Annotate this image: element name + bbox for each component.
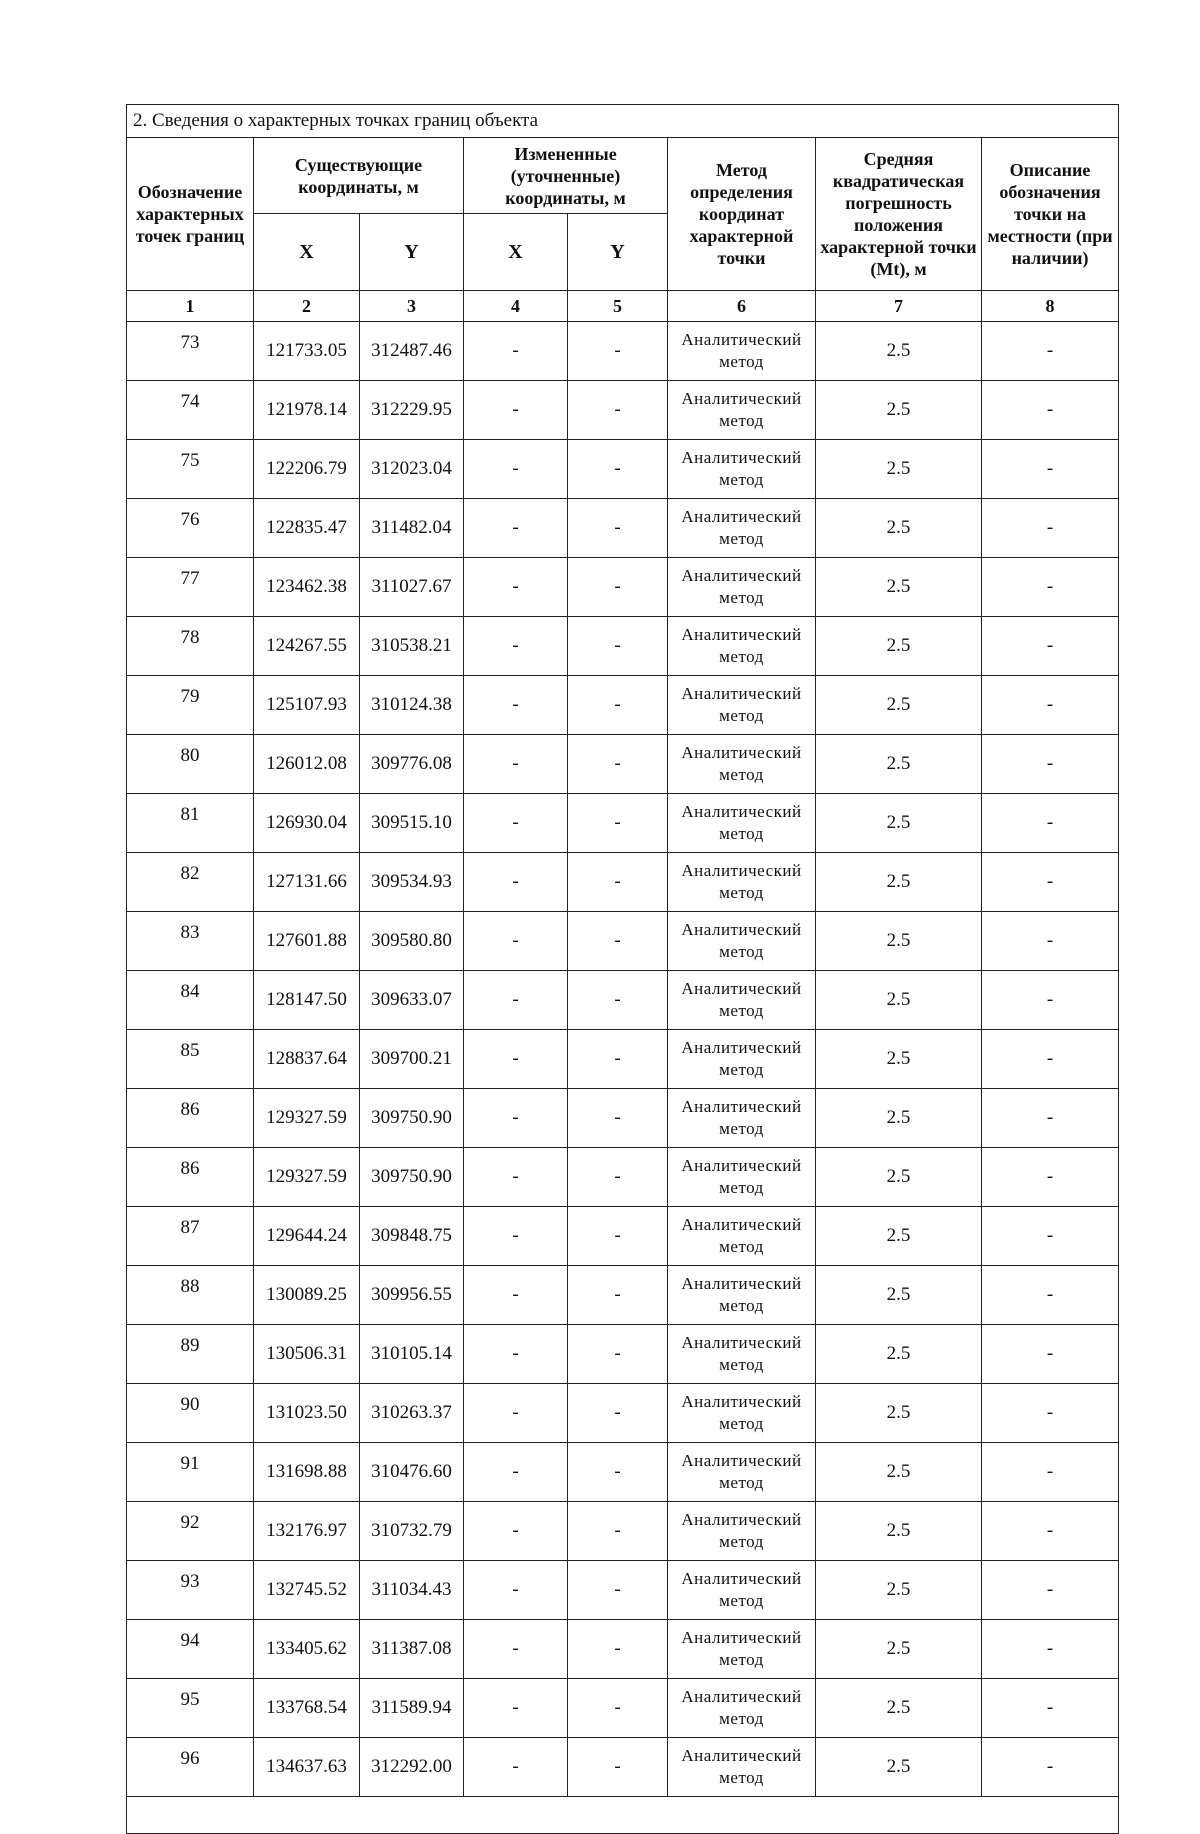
existing-y-cell: 310732.79 xyxy=(360,1502,464,1561)
mean-error-cell: 2.5 xyxy=(816,381,982,440)
method-cell: Аналитический метод xyxy=(668,1502,816,1561)
changed-y-cell: - xyxy=(568,676,668,735)
existing-x-cell: 131023.50 xyxy=(254,1384,360,1443)
changed-x-cell: - xyxy=(464,1679,568,1738)
mean-error-cell: 2.5 xyxy=(816,558,982,617)
changed-x-cell: - xyxy=(464,1620,568,1679)
existing-y-cell: 312292.00 xyxy=(360,1738,464,1797)
table-row xyxy=(127,1325,1119,1384)
table-row xyxy=(127,1679,1119,1738)
existing-y-cell: 312487.46 xyxy=(360,322,464,381)
existing-y-cell: 309700.21 xyxy=(360,1030,464,1089)
method-cell: Аналитический метод xyxy=(668,794,816,853)
existing-x-cell: 130089.25 xyxy=(254,1266,360,1325)
description-cell: - xyxy=(982,676,1119,735)
header-existing-y: Y xyxy=(360,214,464,291)
method-cell: Аналитический метод xyxy=(668,676,816,735)
changed-y-cell: - xyxy=(568,1620,668,1679)
existing-x-cell: 122835.47 xyxy=(254,499,360,558)
existing-x-cell: 121978.14 xyxy=(254,381,360,440)
changed-x-cell: - xyxy=(464,1738,568,1797)
description-cell: - xyxy=(982,1266,1119,1325)
description-cell: - xyxy=(982,322,1119,381)
mean-error-cell: 2.5 xyxy=(816,971,982,1030)
boundary-points-table xyxy=(126,104,1119,1834)
method-cell: Аналитический метод xyxy=(668,1443,816,1502)
existing-x-cell: 122206.79 xyxy=(254,440,360,499)
mean-error-cell: 2.5 xyxy=(816,1266,982,1325)
description-cell: - xyxy=(982,1207,1119,1266)
existing-y-cell: 311034.43 xyxy=(360,1561,464,1620)
table-row xyxy=(127,1561,1119,1620)
changed-y-cell: - xyxy=(568,1207,668,1266)
method-cell: Аналитический метод xyxy=(668,1384,816,1443)
column-number-row xyxy=(127,291,1119,322)
existing-y-cell: 309776.08 xyxy=(360,735,464,794)
table-row xyxy=(127,1089,1119,1148)
changed-y-cell: - xyxy=(568,1266,668,1325)
point-number-cell: 80 xyxy=(127,735,254,794)
mean-error-cell: 2.5 xyxy=(816,1148,982,1207)
table-row xyxy=(127,558,1119,617)
table-row xyxy=(127,1148,1119,1207)
section-title: 2. Сведения о характерных точках границ объекта xyxy=(127,105,1119,138)
description-cell: - xyxy=(982,558,1119,617)
mean-error-cell: 2.5 xyxy=(816,617,982,676)
changed-x-cell: - xyxy=(464,1443,568,1502)
changed-x-cell: - xyxy=(464,853,568,912)
existing-x-cell: 131698.88 xyxy=(254,1443,360,1502)
changed-x-cell: - xyxy=(464,1502,568,1561)
changed-y-cell: - xyxy=(568,1325,668,1384)
mean-error-cell: 2.5 xyxy=(816,1738,982,1797)
description-cell: - xyxy=(982,971,1119,1030)
method-cell: Аналитический метод xyxy=(668,1679,816,1738)
existing-x-cell: 123462.38 xyxy=(254,558,360,617)
table-row xyxy=(127,1207,1119,1266)
mean-error-cell: 2.5 xyxy=(816,853,982,912)
existing-y-cell: 310476.60 xyxy=(360,1443,464,1502)
method-cell: Аналитический метод xyxy=(668,440,816,499)
changed-y-cell: - xyxy=(568,381,668,440)
description-cell: - xyxy=(982,853,1119,912)
point-number-cell: 95 xyxy=(127,1679,254,1738)
existing-x-cell: 130506.31 xyxy=(254,1325,360,1384)
method-cell: Аналитический метод xyxy=(668,853,816,912)
changed-y-cell: - xyxy=(568,440,668,499)
table-row xyxy=(127,1266,1119,1325)
point-number-cell: 86 xyxy=(127,1089,254,1148)
changed-y-cell: - xyxy=(568,1502,668,1561)
changed-y-cell: - xyxy=(568,1148,668,1207)
method-cell: Аналитический метод xyxy=(668,1207,816,1266)
changed-x-cell: - xyxy=(464,499,568,558)
existing-y-cell: 309633.07 xyxy=(360,971,464,1030)
mean-error-cell: 2.5 xyxy=(816,676,982,735)
method-cell: Аналитический метод xyxy=(668,1148,816,1207)
existing-x-cell: 129644.24 xyxy=(254,1207,360,1266)
changed-x-cell: - xyxy=(464,1030,568,1089)
point-number-cell: 86 xyxy=(127,1148,254,1207)
changed-x-cell: - xyxy=(464,1325,568,1384)
existing-x-cell: 129327.59 xyxy=(254,1089,360,1148)
point-number-cell: 90 xyxy=(127,1384,254,1443)
point-number-cell: 89 xyxy=(127,1325,254,1384)
changed-x-cell: - xyxy=(464,440,568,499)
boundary-points-sheet xyxy=(126,104,1118,1834)
method-cell: Аналитический метод xyxy=(668,499,816,558)
point-number-cell: 84 xyxy=(127,971,254,1030)
column-number: 2 xyxy=(254,291,360,322)
header-existing-x: X xyxy=(254,214,360,291)
existing-y-cell: 310263.37 xyxy=(360,1384,464,1443)
existing-y-cell: 310124.38 xyxy=(360,676,464,735)
existing-y-cell: 311027.67 xyxy=(360,558,464,617)
point-number-cell: 77 xyxy=(127,558,254,617)
method-cell: Аналитический метод xyxy=(668,1738,816,1797)
changed-y-cell: - xyxy=(568,1030,668,1089)
method-cell: Аналитический метод xyxy=(668,1089,816,1148)
existing-y-cell: 310538.21 xyxy=(360,617,464,676)
existing-x-cell: 126930.04 xyxy=(254,794,360,853)
method-cell: Аналитический метод xyxy=(668,322,816,381)
existing-x-cell: 134637.63 xyxy=(254,1738,360,1797)
description-cell: - xyxy=(982,1030,1119,1089)
column-number: 6 xyxy=(668,291,816,322)
existing-y-cell: 309750.90 xyxy=(360,1089,464,1148)
changed-y-cell: - xyxy=(568,912,668,971)
existing-y-cell: 311589.94 xyxy=(360,1679,464,1738)
method-cell: Аналитический метод xyxy=(668,912,816,971)
existing-x-cell: 129327.59 xyxy=(254,1148,360,1207)
table-row xyxy=(127,440,1119,499)
point-number-cell: 93 xyxy=(127,1561,254,1620)
description-cell: - xyxy=(982,499,1119,558)
changed-x-cell: - xyxy=(464,558,568,617)
changed-x-cell: - xyxy=(464,676,568,735)
description-cell: - xyxy=(982,1679,1119,1738)
header-designation: Обозначение характерных точек границ xyxy=(127,138,254,291)
point-number-cell: 85 xyxy=(127,1030,254,1089)
header-method: Метод определения координат характерной точки xyxy=(668,138,816,291)
mean-error-cell: 2.5 xyxy=(816,1502,982,1561)
description-cell: - xyxy=(982,381,1119,440)
method-cell: Аналитический метод xyxy=(668,558,816,617)
mean-error-cell: 2.5 xyxy=(816,499,982,558)
mean-error-cell: 2.5 xyxy=(816,322,982,381)
description-cell: - xyxy=(982,1620,1119,1679)
existing-y-cell: 312229.95 xyxy=(360,381,464,440)
point-number-cell: 91 xyxy=(127,1443,254,1502)
changed-y-cell: - xyxy=(568,1738,668,1797)
table-row xyxy=(127,1738,1119,1797)
existing-x-cell: 127601.88 xyxy=(254,912,360,971)
column-number: 3 xyxy=(360,291,464,322)
header-description: Описание обозначения точки на местности (при наличии) xyxy=(982,138,1119,291)
description-cell: - xyxy=(982,1148,1119,1207)
mean-error-cell: 2.5 xyxy=(816,1679,982,1738)
point-number-cell: 83 xyxy=(127,912,254,971)
changed-x-cell: - xyxy=(464,1089,568,1148)
mean-error-cell: 2.5 xyxy=(816,1384,982,1443)
table-row xyxy=(127,912,1119,971)
changed-x-cell: - xyxy=(464,322,568,381)
changed-y-cell: - xyxy=(568,617,668,676)
table-row xyxy=(127,971,1119,1030)
mean-error-cell: 2.5 xyxy=(816,440,982,499)
table-row xyxy=(127,381,1119,440)
header-mean-error: Средняя квадратическая погрешность положения характерной точки (Mt), м xyxy=(816,138,982,291)
method-cell: Аналитический метод xyxy=(668,735,816,794)
table-row xyxy=(127,322,1119,381)
changed-x-cell: - xyxy=(464,381,568,440)
changed-y-cell: - xyxy=(568,853,668,912)
point-number-cell: 94 xyxy=(127,1620,254,1679)
point-number-cell: 87 xyxy=(127,1207,254,1266)
column-number: 5 xyxy=(568,291,668,322)
column-number: 7 xyxy=(816,291,982,322)
table-body xyxy=(127,322,1119,1797)
changed-y-cell: - xyxy=(568,1089,668,1148)
existing-y-cell: 309534.93 xyxy=(360,853,464,912)
changed-y-cell: - xyxy=(568,322,668,381)
method-cell: Аналитический метод xyxy=(668,1030,816,1089)
changed-x-cell: - xyxy=(464,1384,568,1443)
method-cell: Аналитический метод xyxy=(668,381,816,440)
existing-x-cell: 128147.50 xyxy=(254,971,360,1030)
description-cell: - xyxy=(982,794,1119,853)
mean-error-cell: 2.5 xyxy=(816,1207,982,1266)
point-number-cell: 82 xyxy=(127,853,254,912)
changed-x-cell: - xyxy=(464,1266,568,1325)
table-row xyxy=(127,853,1119,912)
changed-y-cell: - xyxy=(568,971,668,1030)
table-row xyxy=(127,1620,1119,1679)
changed-y-cell: - xyxy=(568,1561,668,1620)
existing-x-cell: 132176.97 xyxy=(254,1502,360,1561)
table-row xyxy=(127,676,1119,735)
point-number-cell: 88 xyxy=(127,1266,254,1325)
changed-y-cell: - xyxy=(568,558,668,617)
existing-x-cell: 132745.52 xyxy=(254,1561,360,1620)
description-cell: - xyxy=(982,1325,1119,1384)
description-cell: - xyxy=(982,735,1119,794)
existing-x-cell: 127131.66 xyxy=(254,853,360,912)
mean-error-cell: 2.5 xyxy=(816,1443,982,1502)
mean-error-cell: 2.5 xyxy=(816,1325,982,1384)
header-changed-coordinates: Измененные (уточненные) координаты, м xyxy=(464,138,668,214)
changed-y-cell: - xyxy=(568,735,668,794)
existing-y-cell: 309956.55 xyxy=(360,1266,464,1325)
description-cell: - xyxy=(982,1502,1119,1561)
table-row xyxy=(127,735,1119,794)
empty-footer-cell xyxy=(127,1797,1119,1834)
method-cell: Аналитический метод xyxy=(668,1325,816,1384)
header-changed-x: X xyxy=(464,214,568,291)
existing-y-cell: 309750.90 xyxy=(360,1148,464,1207)
point-number-cell: 81 xyxy=(127,794,254,853)
existing-x-cell: 124267.55 xyxy=(254,617,360,676)
point-number-cell: 74 xyxy=(127,381,254,440)
existing-y-cell: 312023.04 xyxy=(360,440,464,499)
changed-y-cell: - xyxy=(568,1679,668,1738)
point-number-cell: 76 xyxy=(127,499,254,558)
table-footer-row xyxy=(127,1797,1119,1834)
method-cell: Аналитический метод xyxy=(668,617,816,676)
changed-y-cell: - xyxy=(568,1384,668,1443)
mean-error-cell: 2.5 xyxy=(816,912,982,971)
table-row xyxy=(127,1502,1119,1561)
existing-y-cell: 309848.75 xyxy=(360,1207,464,1266)
description-cell: - xyxy=(982,912,1119,971)
method-cell: Аналитический метод xyxy=(668,1266,816,1325)
point-number-cell: 75 xyxy=(127,440,254,499)
existing-x-cell: 128837.64 xyxy=(254,1030,360,1089)
point-number-cell: 73 xyxy=(127,322,254,381)
existing-y-cell: 311482.04 xyxy=(360,499,464,558)
description-cell: - xyxy=(982,1089,1119,1148)
changed-x-cell: - xyxy=(464,971,568,1030)
header-existing-coordinates: Существующие координаты, м xyxy=(254,138,464,214)
table-row xyxy=(127,1384,1119,1443)
mean-error-cell: 2.5 xyxy=(816,1620,982,1679)
changed-y-cell: - xyxy=(568,1443,668,1502)
changed-y-cell: - xyxy=(568,794,668,853)
description-cell: - xyxy=(982,1561,1119,1620)
changed-x-cell: - xyxy=(464,617,568,676)
column-number: 4 xyxy=(464,291,568,322)
table-row xyxy=(127,1443,1119,1502)
changed-y-cell: - xyxy=(568,499,668,558)
changed-x-cell: - xyxy=(464,1148,568,1207)
column-number: 1 xyxy=(127,291,254,322)
existing-y-cell: 311387.08 xyxy=(360,1620,464,1679)
point-number-cell: 96 xyxy=(127,1738,254,1797)
existing-x-cell: 133768.54 xyxy=(254,1679,360,1738)
existing-y-cell: 310105.14 xyxy=(360,1325,464,1384)
mean-error-cell: 2.5 xyxy=(816,1030,982,1089)
mean-error-cell: 2.5 xyxy=(816,735,982,794)
method-cell: Аналитический метод xyxy=(668,1620,816,1679)
existing-x-cell: 121733.05 xyxy=(254,322,360,381)
changed-x-cell: - xyxy=(464,1561,568,1620)
changed-x-cell: - xyxy=(464,735,568,794)
existing-y-cell: 309580.80 xyxy=(360,912,464,971)
header-changed-y: Y xyxy=(568,214,668,291)
changed-x-cell: - xyxy=(464,912,568,971)
table-row xyxy=(127,1030,1119,1089)
method-cell: Аналитический метод xyxy=(668,1561,816,1620)
description-cell: - xyxy=(982,1384,1119,1443)
changed-x-cell: - xyxy=(464,794,568,853)
column-number: 8 xyxy=(982,291,1119,322)
table-row xyxy=(127,617,1119,676)
description-cell: - xyxy=(982,1443,1119,1502)
existing-x-cell: 126012.08 xyxy=(254,735,360,794)
description-cell: - xyxy=(982,1738,1119,1797)
changed-x-cell: - xyxy=(464,1207,568,1266)
table-row xyxy=(127,499,1119,558)
existing-x-cell: 133405.62 xyxy=(254,1620,360,1679)
mean-error-cell: 2.5 xyxy=(816,794,982,853)
description-cell: - xyxy=(982,617,1119,676)
existing-y-cell: 309515.10 xyxy=(360,794,464,853)
description-cell: - xyxy=(982,440,1119,499)
point-number-cell: 92 xyxy=(127,1502,254,1561)
mean-error-cell: 2.5 xyxy=(816,1561,982,1620)
mean-error-cell: 2.5 xyxy=(816,1089,982,1148)
point-number-cell: 78 xyxy=(127,617,254,676)
point-number-cell: 79 xyxy=(127,676,254,735)
method-cell: Аналитический метод xyxy=(668,971,816,1030)
table-row xyxy=(127,794,1119,853)
existing-x-cell: 125107.93 xyxy=(254,676,360,735)
